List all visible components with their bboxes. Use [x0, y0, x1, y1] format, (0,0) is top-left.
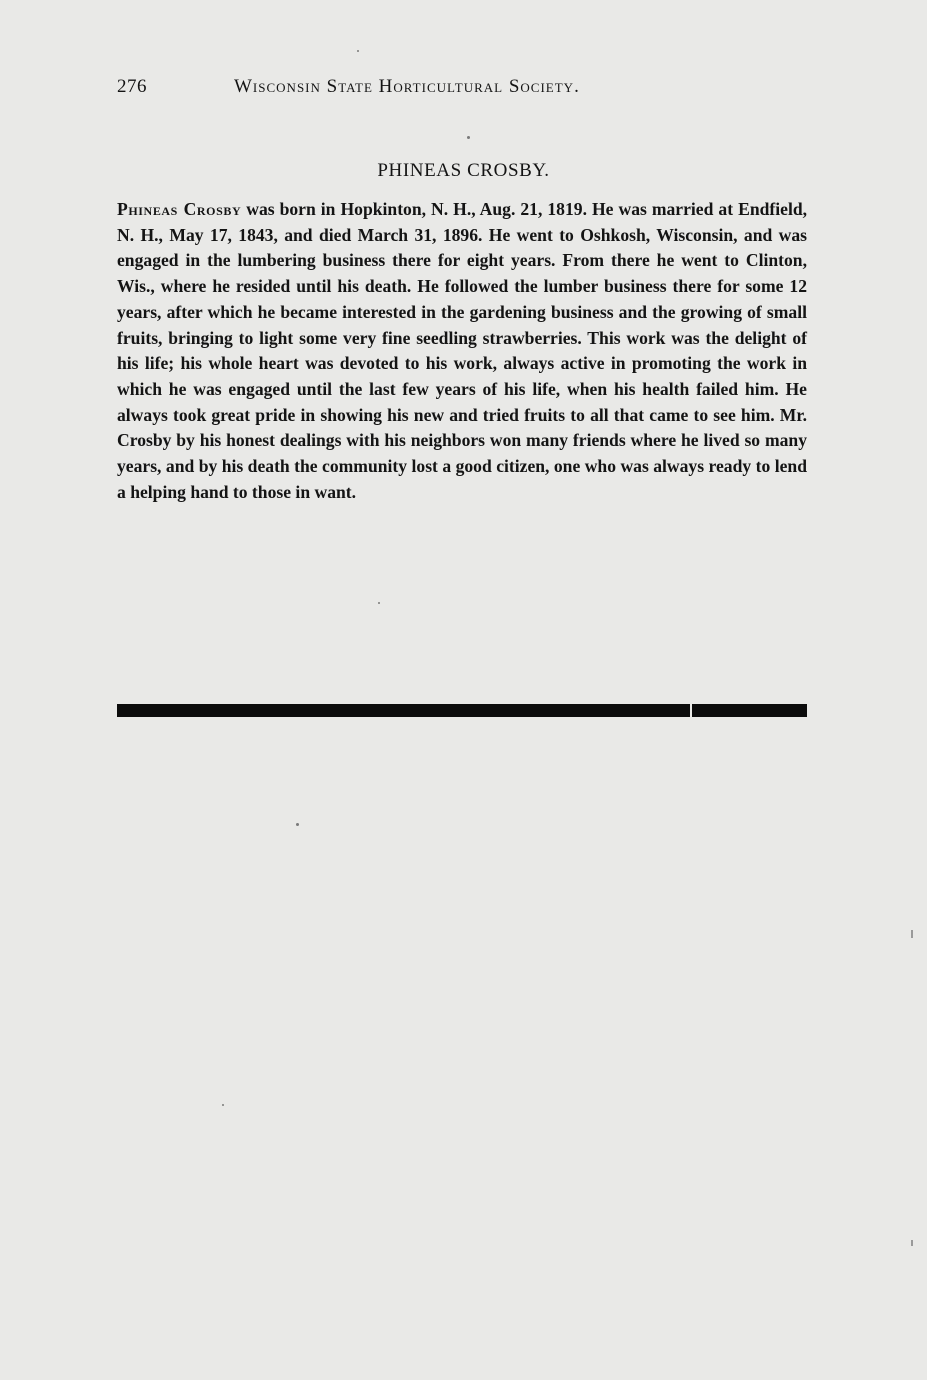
dust-speck	[222, 1104, 224, 1106]
running-head	[117, 76, 807, 102]
dust-speck	[296, 823, 299, 826]
page-number: 276	[117, 76, 147, 97]
scan-edge-mark	[911, 930, 913, 938]
scan-edge-mark	[911, 1240, 913, 1246]
dust-speck	[467, 136, 470, 139]
article-text: was born in Hopkinton, N. H., Aug. 21, 1819. He was married at Endfield, N. H., May 17, 1843, and died March 31, 1896. He went to Oshkosh, Wisconsin, and was engaged in the lumbering business there for eight years. From there he went to Clinton, Wis., where he resided until his death. He followed the lumber business there for some 12 years, after which he became interested in the gardening business and the growing of small fruits, bringing to light some very fine seedling strawberries. This work was the delight of his life; his whole heart was devoted to his work, always active in promoting the work in which he was engaged until the last few years of his life, when his health failed him. He always took great pride in showing his new and tried fruits to all that came to see him. Mr. Crosby by his honest dealings with his neighbors won many friends where he lived so many years, and by his death the community lost a good citizen, one who was always ready to lend a helping hand to those in want.	[117, 199, 808, 502]
dust-speck	[378, 602, 380, 604]
dust-speck	[357, 50, 359, 52]
article-body	[117, 197, 807, 505]
journal-title: Wisconsin State Horticultural Society.	[234, 76, 580, 97]
lead-name: Phineas Crosby	[117, 199, 242, 219]
article-title: PHINEAS CROSBY.	[377, 160, 550, 181]
end-of-article-rule	[117, 704, 807, 717]
